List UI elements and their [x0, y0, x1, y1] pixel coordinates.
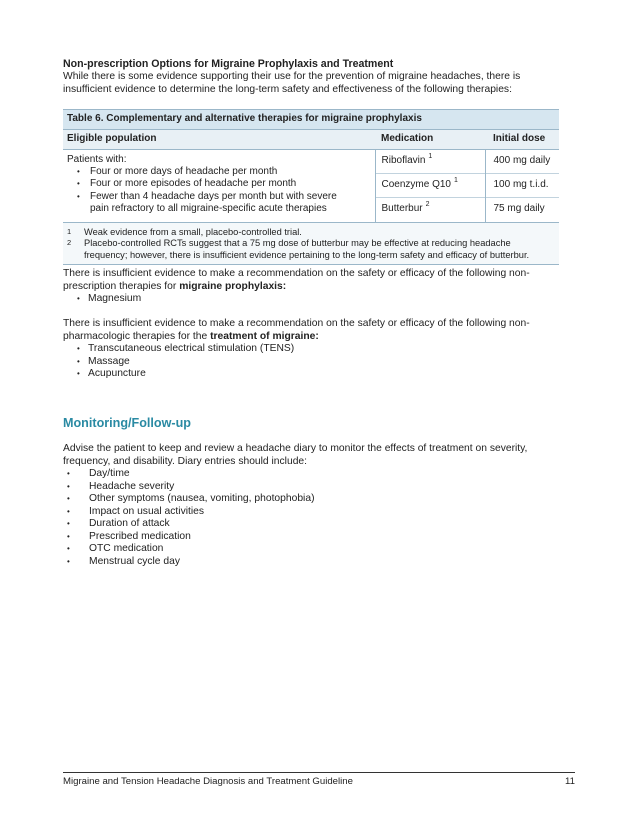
dose-column — [485, 150, 559, 223]
page-number: 11 — [565, 776, 575, 787]
list-item: • Duration of attack — [63, 518, 575, 531]
therapies-table — [63, 109, 559, 265]
dose-riboflavin: 400 mg daily — [486, 150, 560, 174]
list-item: • Magnesium — [63, 293, 575, 306]
magnesium-paragraph: There is insufficient evidence to make a recommendation on the safety or efficacy of the following non- prescription therapies for migraine prophylaxis: • Magnesium — [63, 268, 575, 306]
nonpharm-paragraph: There is insufficient evidence to make a recommendation on the safety or efficacy of the following non- pharmacologic therapies for the treatment of migraine: • Transcutaneous electrical stimulation (TENS) • Massage • Acupuncture — [63, 318, 575, 381]
list-item: • Four or more episodes of headache per month — [67, 178, 371, 190]
monitoring-paragraph: Advise the patient to keep and review a headache diary to monitor the effects of treatment on severity, frequency, and disability. Diary entries should include: • Day/time • Headache severity • Other symptoms (nausea, vomiting, photophobia) • Impact on usual activities • Duration of attack • Prescribed medication • OTC medication • Menstrual cycle day — [63, 443, 575, 568]
medication-column — [375, 150, 485, 223]
table-title: Table 6. Complementary and alternative therapies for migraine prophylaxis — [63, 110, 559, 130]
population-cell — [63, 150, 375, 223]
monitoring-heading: Monitoring/Follow-up — [63, 416, 191, 430]
population-list — [67, 166, 371, 215]
list-item: • Headache severity — [63, 481, 575, 494]
header-medication: Medication — [375, 130, 485, 150]
footnote-1: 1 Weak evidence from a small, placebo-controlled trial. — [67, 227, 302, 237]
header-population: Eligible population — [63, 130, 375, 150]
table-footnotes — [63, 223, 559, 265]
medication-riboflavin: Riboflavin $^1$ — [376, 150, 485, 174]
medication-coq10: Coenzyme Q10 $^1$ — [376, 174, 485, 198]
list-item: • Other symptoms (nausea, vomiting, photophobia) — [63, 493, 575, 506]
list-item: • Prescribed medication — [63, 531, 575, 544]
list-item: • Transcutaneous electrical stimulation (TENS) — [63, 343, 575, 356]
section-subheading: Non-prescription Options for Migraine Prophylaxis and Treatment — [63, 58, 394, 70]
list-item: • Impact on usual activities — [63, 506, 575, 519]
list-item: • Four or more days of headache per month — [67, 166, 371, 178]
list-item: • Acupuncture — [63, 368, 575, 381]
intro-paragraph — [63, 71, 575, 96]
population-intro: Patients with: — [67, 154, 127, 165]
page-footer — [63, 772, 575, 788]
intro-line: While there is some evidence supporting their use for the prevention of migraine headaches, there is — [63, 71, 521, 82]
dose-butterbur: 75 mg daily — [493, 203, 545, 214]
medication-butterbur: Butterbur $^2$ — [381, 201, 430, 214]
dose-coq10: 100 mg t.i.d. — [486, 174, 560, 198]
list-item: • Fewer than 4 headache days per month but with severe pain refractory to all migraine-specific acute therapies — [67, 191, 371, 215]
list-item: • OTC medication — [63, 543, 575, 556]
list-item: • Day/time — [63, 468, 575, 481]
list-item: • Massage — [63, 356, 575, 369]
list-item: • Menstrual cycle day — [63, 556, 575, 569]
footer-title: Migraine and Tension Headache Diagnosis and Treatment Guideline — [63, 776, 353, 787]
footnote-2: 2 Placebo-controlled RCTs suggest that a 75 mg dose of butterbur may be effective at reducing headache frequency; however, there is insufficient evidence pertaining to the long-term safety and efficacy of butterbur. — [67, 238, 530, 260]
header-dose: Initial dose — [485, 130, 559, 150]
intro-line: insufficient evidence to determine the long-term safety and effectiveness of the following therapies: — [63, 83, 512, 95]
